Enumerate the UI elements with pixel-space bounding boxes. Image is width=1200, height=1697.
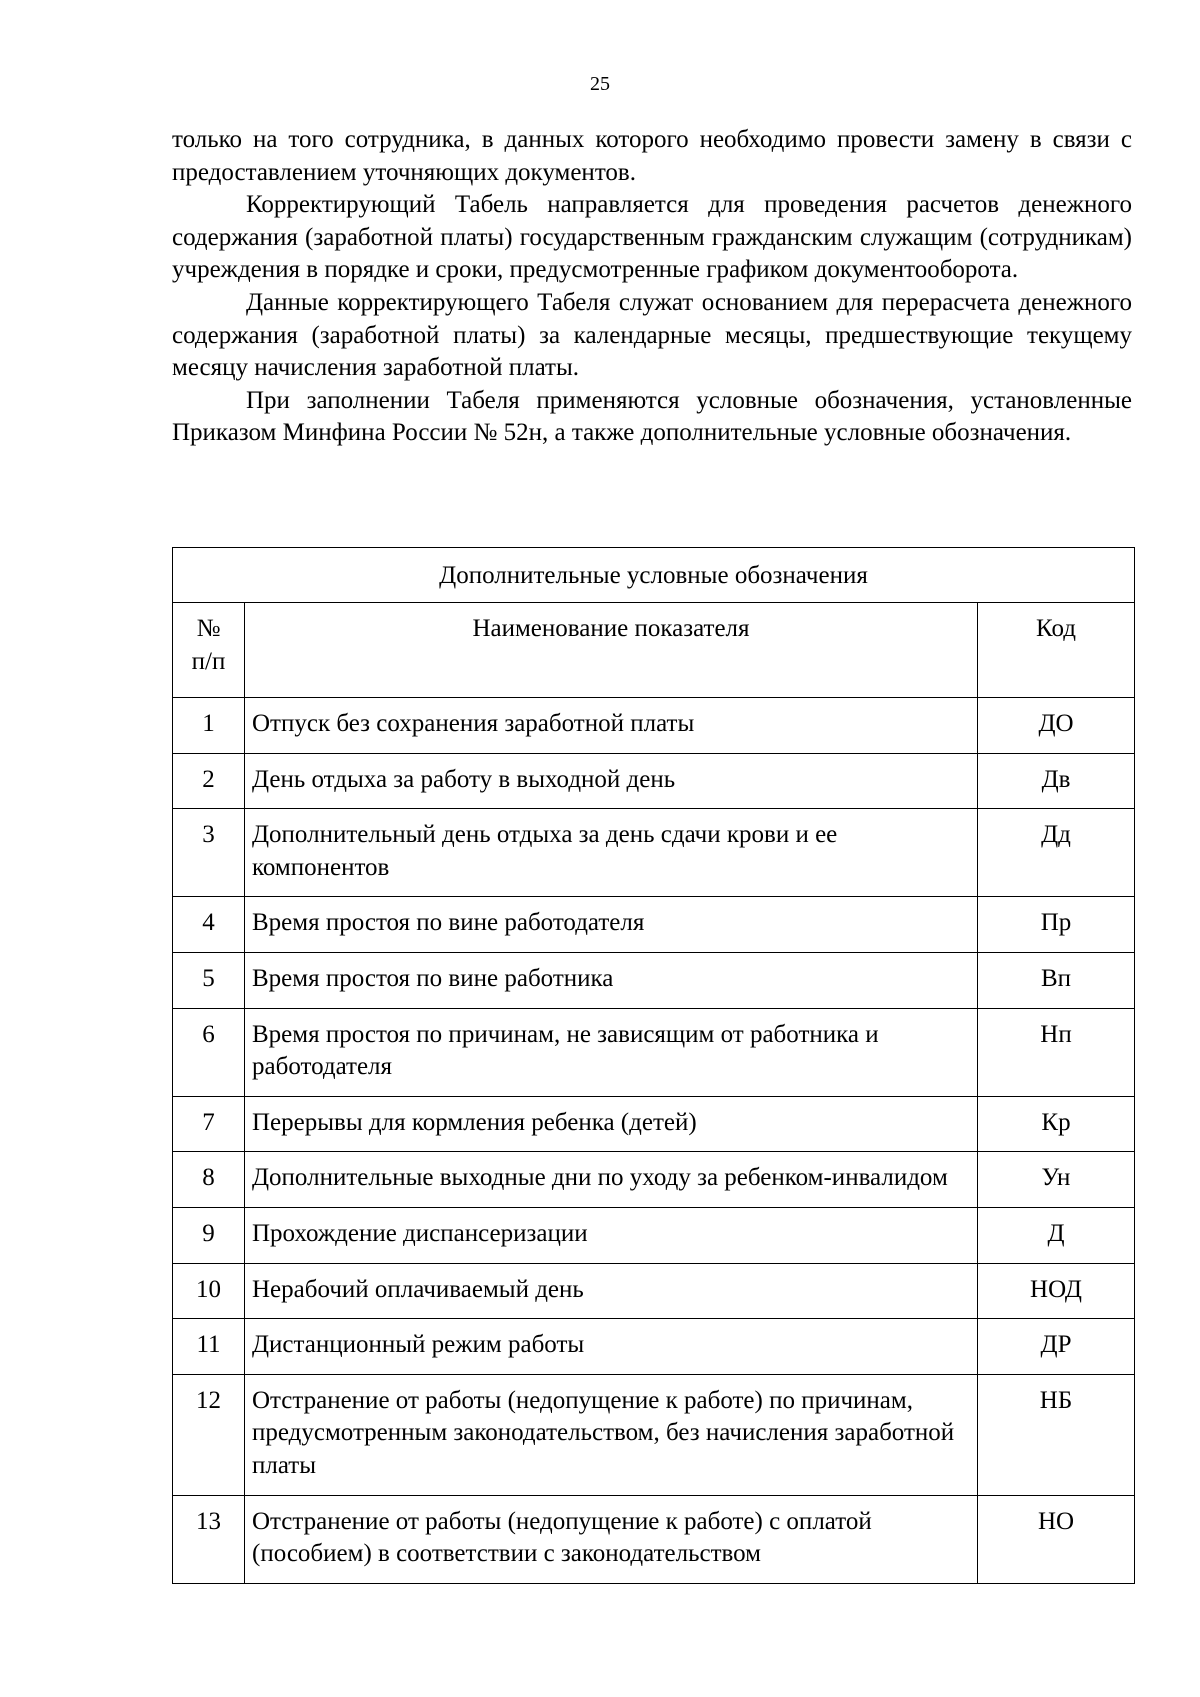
row-number: 12	[173, 1374, 245, 1495]
additional-codes-table	[172, 547, 1135, 1584]
paragraph-4: При заполнении Табеля применяются условные обозначения, установленные Приказом Минфина России № 52н, а также дополнительные условные обозначения.	[172, 386, 1132, 447]
table-row	[173, 1096, 1135, 1152]
row-number: 8	[173, 1152, 245, 1208]
row-name: День отдыха за работу в выходной день	[245, 753, 978, 809]
paragraph-3: Данные корректирующего Табеля служат основанием для перерасчета денежного содержания (заработной платы) за календарные месяцы, предшествующие текущему месяцу начисления заработной платы.	[172, 288, 1132, 382]
row-name: Отстранение от работы (недопущение к работе) с оплатой (пособием) в соответствии с законодательством	[245, 1495, 978, 1583]
row-name: Отпуск без сохранения заработной платы	[245, 698, 978, 754]
row-code: НБ	[978, 1374, 1135, 1495]
row-number: 9	[173, 1207, 245, 1263]
table-row	[173, 897, 1135, 953]
table-row	[173, 809, 1135, 897]
header-number	[173, 603, 245, 698]
row-name: Нерабочий оплачиваемый день	[245, 1263, 978, 1319]
table-row	[173, 1263, 1135, 1319]
row-number: 7	[173, 1096, 245, 1152]
row-number: 1	[173, 698, 245, 754]
row-name: Перерывы для кормления ребенка (детей)	[245, 1096, 978, 1152]
table-row	[173, 698, 1135, 754]
row-number: 3	[173, 809, 245, 897]
row-code: ДО	[978, 698, 1135, 754]
row-number: 11	[173, 1319, 245, 1375]
row-name: Дистанционный режим работы	[245, 1319, 978, 1375]
paragraph-1: только на того сотрудника, в данных которого необходимо провести замену в связи с предоставлением уточняющих документов.	[172, 126, 1132, 186]
header-name: Наименование показателя	[245, 603, 978, 698]
row-name: Дополнительный день отдыха за день сдачи крови и ее компонентов	[245, 809, 978, 897]
row-number: 2	[173, 753, 245, 809]
row-number: 13	[173, 1495, 245, 1583]
row-number: 4	[173, 897, 245, 953]
row-number: 6	[173, 1008, 245, 1096]
body-text	[172, 124, 1132, 450]
row-code: Пр	[978, 897, 1135, 953]
header-number-line1: №	[196, 615, 221, 642]
table-row	[173, 952, 1135, 1008]
table-row	[173, 753, 1135, 809]
table-row	[173, 1495, 1135, 1583]
row-code: Ун	[978, 1152, 1135, 1208]
row-code: Дв	[978, 753, 1135, 809]
table-caption: Дополнительные условные обозначения	[173, 548, 1135, 603]
table-header-row	[173, 603, 1135, 698]
row-name: Дополнительные выходные дни по уходу за ребенком-инвалидом	[245, 1152, 978, 1208]
table-row	[173, 1008, 1135, 1096]
row-code: Нп	[978, 1008, 1135, 1096]
row-code: ДР	[978, 1319, 1135, 1375]
row-name: Прохождение диспансеризации	[245, 1207, 978, 1263]
table-row	[173, 1319, 1135, 1375]
row-name: Отстранение от работы (недопущение к работе) по причинам, предусмотренным законодательством, без начисления заработной платы	[245, 1374, 978, 1495]
row-name: Время простоя по вине работодателя	[245, 897, 978, 953]
paragraph-2: Корректирующий Табель направляется для проведения расчетов денежного содержания (заработной платы) государственным гражданским служащим (сотрудникам) учреждения в порядке и сроки, предусмотренные графиком документооборота.	[172, 191, 1132, 284]
table-caption-row	[173, 548, 1135, 603]
page-number: 25	[590, 73, 610, 95]
table-row	[173, 1152, 1135, 1208]
row-code: НО	[978, 1495, 1135, 1583]
row-name: Время простоя по причинам, не зависящим от работника и работодателя	[245, 1008, 978, 1096]
row-code: Дд	[978, 809, 1135, 897]
row-number: 10	[173, 1263, 245, 1319]
row-code: Д	[978, 1207, 1135, 1263]
row-code: Вп	[978, 952, 1135, 1008]
table-row	[173, 1207, 1135, 1263]
header-number-line2: п/п	[191, 647, 226, 675]
row-code: НОД	[978, 1263, 1135, 1319]
table-row	[173, 1374, 1135, 1495]
header-code: Код	[978, 603, 1135, 698]
row-name: Время простоя по вине работника	[245, 952, 978, 1008]
row-code: Кр	[978, 1096, 1135, 1152]
row-number: 5	[173, 952, 245, 1008]
